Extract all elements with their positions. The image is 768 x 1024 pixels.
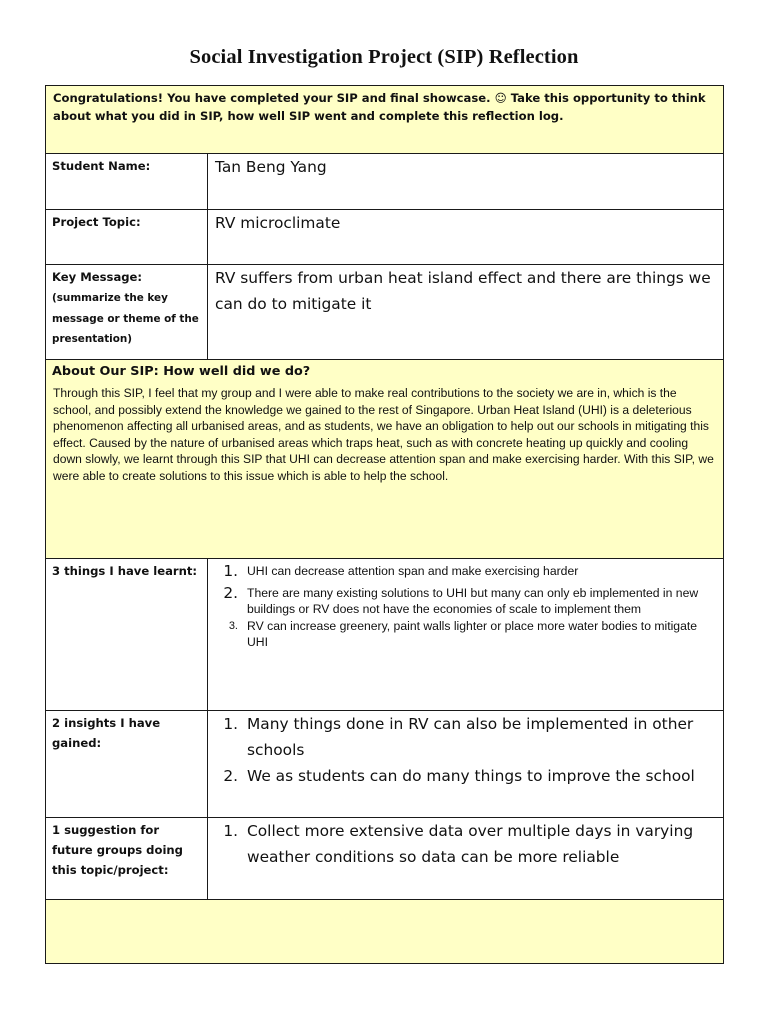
suggestion-list bbox=[208, 818, 723, 870]
list-item-number: 3. bbox=[228, 619, 238, 632]
list-item bbox=[216, 563, 713, 580]
footer-row bbox=[46, 900, 724, 964]
intro-text: Congratulations! You have completed your SIP and final showcase. ☺ Take this opportunity to think about what you did in SIP, how well SIP went and complete this reflection log. bbox=[53, 91, 706, 123]
list-item-text: There are many existing solutions to UHI but many can only eb implemented in new buildings or RV does not have the economies of scale to implement them bbox=[247, 585, 699, 617]
insights-value-cell[interactable] bbox=[208, 711, 724, 818]
key-message-sublabel: (summarize the key message or theme of the presentation) bbox=[52, 292, 199, 345]
list-item-text: Many things done in RV can also be implemented in other schools bbox=[247, 715, 694, 759]
list-item-number: 1. bbox=[223, 822, 238, 840]
key-message-value-cell[interactable] bbox=[208, 265, 724, 360]
list-item bbox=[216, 763, 715, 789]
list-item-text: RV can increase greenery, paint walls lighter or place more water bodies to mitigate UHI bbox=[247, 618, 698, 650]
project-topic-value-cell[interactable] bbox=[208, 210, 724, 265]
project-topic-value: RV microclimate bbox=[215, 214, 341, 232]
student-name-row bbox=[46, 154, 724, 210]
key-message-label-cell bbox=[46, 265, 208, 360]
intro-cell bbox=[46, 86, 724, 154]
suggestion-label-cell bbox=[46, 818, 208, 900]
insights-label-cell bbox=[46, 711, 208, 818]
list-item bbox=[216, 818, 715, 870]
suggestion-row bbox=[46, 818, 724, 900]
list-item-number: 2. bbox=[223, 583, 238, 602]
about-body: Through this SIP, I feel that my group and I were able to make real contributions to the society we are in, which is the school, and possibly extend the knowledge we gained to the rest of Singapore. Urban Heat Island (UHI) is a deleterious phenomenon affecting all urbanised areas, and as students, we have an obligation to help out our schools in mitigating this effect. Caused by the nature of urbanised areas which traps heat, such as with concrete heating up quickly and cooling down slowly, we learnt through this SIP that UHI can decrease attention span and make exercising harder. With this SIP, we were able to create solutions to this issue which is able to help the school. bbox=[53, 386, 714, 483]
project-topic-label: Project Topic: bbox=[52, 215, 141, 229]
list-item-text: We as students can do many things to improve the school bbox=[247, 767, 695, 785]
learnt-row bbox=[46, 559, 724, 711]
list-item bbox=[216, 618, 713, 651]
key-message-value: RV suffers from urban heat island effect and there are things we can do to mitigate it bbox=[215, 269, 711, 313]
list-item-number: 1. bbox=[223, 562, 238, 580]
list-item-number: 2. bbox=[223, 767, 238, 785]
insights-row bbox=[46, 711, 724, 818]
learnt-label-cell bbox=[46, 559, 208, 711]
key-message-label: Key Message: bbox=[52, 270, 143, 284]
list-item-text: UHI can decrease attention span and make exercising harder bbox=[247, 564, 579, 578]
suggestion-value-cell[interactable] bbox=[208, 818, 724, 900]
intro-row bbox=[46, 86, 724, 154]
footer-blank-cell[interactable] bbox=[46, 900, 724, 964]
list-item-text: Collect more extensive data over multiple days in varying weather conditions so data can be more reliable bbox=[247, 822, 694, 866]
about-heading: About Our SIP: How well did we do? bbox=[52, 364, 311, 379]
list-item-number: 1. bbox=[223, 715, 238, 733]
key-message-row bbox=[46, 265, 724, 360]
student-name-value: Tan Beng Yang bbox=[215, 158, 327, 176]
suggestion-label: 1 suggestion for future groups doing this topic/project: bbox=[52, 823, 183, 877]
insights-list bbox=[208, 711, 723, 789]
list-item bbox=[216, 711, 715, 763]
about-row bbox=[46, 360, 724, 559]
insights-label: 2 insights I have gained: bbox=[52, 716, 161, 750]
project-topic-row bbox=[46, 210, 724, 265]
reflection-log-table bbox=[45, 85, 724, 964]
about-cell[interactable] bbox=[46, 360, 724, 559]
learnt-label: 3 things I have learnt: bbox=[52, 564, 198, 578]
learnt-value-cell[interactable] bbox=[208, 559, 724, 711]
student-name-label: Student Name: bbox=[52, 159, 151, 173]
project-topic-label-cell bbox=[46, 210, 208, 265]
learnt-list bbox=[208, 559, 723, 651]
student-name-label-cell bbox=[46, 154, 208, 210]
page-title: Social Investigation Project (SIP) Reflection bbox=[189, 46, 579, 68]
list-item bbox=[216, 585, 713, 618]
student-name-value-cell[interactable] bbox=[208, 154, 724, 210]
